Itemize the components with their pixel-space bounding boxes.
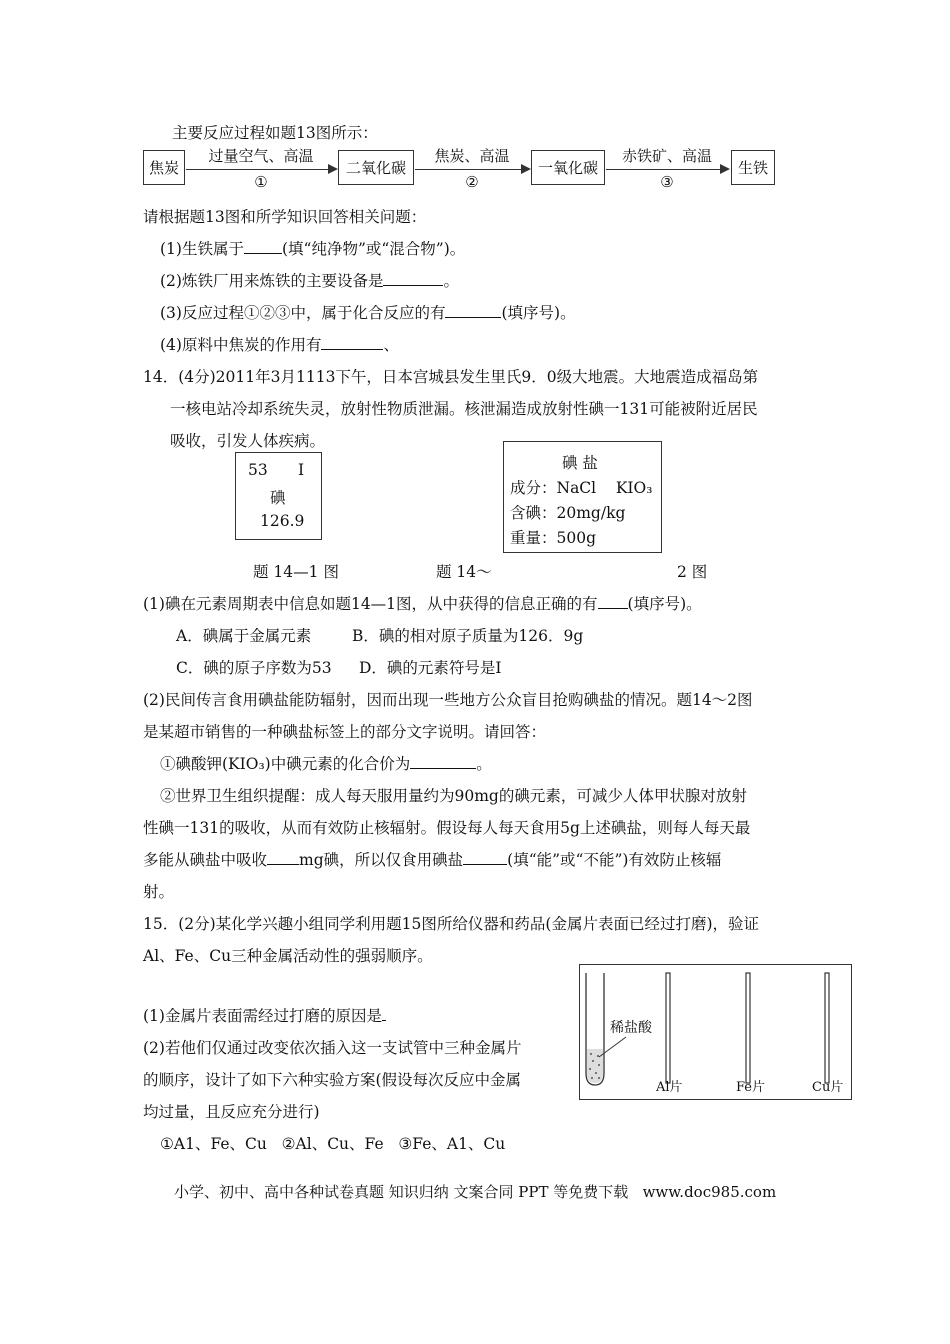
salt-ingredients: 成分：NaCl KIO₃: [510, 479, 653, 497]
answer-blank[interactable]: [383, 270, 443, 287]
arrow-3-step: ③: [660, 173, 674, 191]
q15-line2: Al、Fe、Cu三种金属活动性的强弱顺序。: [143, 947, 433, 965]
acid-liquid-icon: [587, 1049, 603, 1083]
answer-blank[interactable]: [267, 849, 299, 866]
flow-arrow-2: [415, 143, 529, 193]
q14-line3: 吸收，引发人体疾病。: [170, 432, 326, 450]
q14-option-c: C．碘的原子序数为53: [176, 659, 332, 677]
element-name: 碘: [270, 489, 286, 507]
intro-text: 主要反应过程如题13图所示：: [172, 124, 378, 142]
answer-blank[interactable]: [410, 753, 476, 770]
flow-box-co: 一氧化碳: [531, 150, 605, 185]
al-strip-icon: [666, 973, 670, 1083]
q14-option-a: A．碘属于金属元素: [176, 627, 312, 645]
salt-iodine-content: 含碘：20mg/kg: [510, 504, 626, 522]
arrow-2-step: ②: [465, 173, 479, 191]
figure-14-1-caption: 题 14—1 图: [253, 563, 339, 581]
answer-blank[interactable]: [244, 238, 282, 255]
q14-sub2-line2: 是某超市销售的一种碘盐标签上的部分文字说明。请回答：: [143, 723, 547, 741]
q14-sub2-item2-line4: 射。: [143, 883, 175, 901]
arrow-1-step: ①: [254, 173, 268, 191]
q15-sub2-line2: 的顺序，设计了如下六种实验方案(假设每次反应中金属: [143, 1071, 522, 1089]
acid-label: 稀盐酸: [610, 1020, 652, 1036]
q13-part3: (3)反应过程①②③中，属于化合反应的有 (填序号)。: [160, 301, 576, 323]
al-label: Al片: [656, 1080, 683, 1095]
cu-label: Cu片: [812, 1080, 844, 1095]
flow-box-coke: 焦炭: [143, 150, 185, 185]
answer-blank[interactable]: [598, 593, 628, 610]
flow-arrow-3: [606, 143, 728, 193]
cu-strip-icon: [825, 973, 829, 1083]
arrow-1-condition: 过量空气、高温: [208, 147, 314, 165]
q15-line1: 15．(2分)某化学兴趣小组同学利用题15图所给仪器和药品(金属片表面已经过打磨)，验证: [143, 915, 759, 933]
arrow-3-condition: 赤铁矿、高温: [621, 147, 712, 165]
q15-sub2-line1: (2)若他们仅通过改变依次插入这一支试管中三种金属片: [143, 1039, 522, 1057]
fe-strip-icon: [746, 973, 750, 1083]
q14-sub2-item2-line2: 性碘一131的吸收，从而有效防止核辐射。假设每人每天食用5g上述碘盐，则每人每天最: [143, 819, 751, 837]
flow-arrow-1: [186, 143, 336, 193]
flow-box-co2: 二氧化碳: [338, 150, 414, 185]
q14-line1: 14．(4分)2011年3月1113下午，日本宫城县发生里氏9．0级大地震。大地震造成福岛第: [143, 368, 759, 386]
atomic-mass: 126.9: [260, 512, 305, 530]
q14-sub2-item2-line3: 多能从碘盐中吸收 mg碘，所以仅食用碘盐 (填“能”或“不能”)有效防止核辐: [143, 848, 721, 870]
q14-sub1: (1)碘在元素周期表中信息如题14—1图，从中获得的信息正确的有 (填序号)。: [143, 592, 702, 614]
q14-sub2-item1: ①碘酸钾(KIO₃)中碘元素的化合价为 。: [160, 752, 492, 774]
q15-sub2-line3: 均过量，且反应充分进行): [143, 1103, 320, 1121]
element-symbol: I: [298, 461, 305, 479]
q13-lead: 请根据题13图和所学知识回答相关问题：: [143, 208, 427, 226]
figure-15: [579, 964, 852, 1100]
q15-plans: ①A1、Fe、Cu ②Al、Cu、Fe ③Fe、A1、Cu: [160, 1135, 506, 1153]
flow-box-pig-iron: 生铁: [731, 150, 775, 185]
salt-weight: 重量：500g: [510, 529, 597, 547]
q15-sub1: (1)金属片表面需经过打磨的原因是: [143, 1004, 386, 1026]
salt-title: 碘 盐: [562, 454, 598, 472]
q13-part1: (1)生铁属于 (填“纯净物”或“混合物”)。: [160, 237, 465, 259]
figure-14-2-caption-b: 2 图: [677, 563, 708, 581]
atomic-number: 53: [248, 461, 268, 479]
page-footer: 小学、初中、高中各种试卷真题 知识归纳 文案合同 PPT 等免费下载 www.doc985.com: [174, 1183, 777, 1201]
q13-part4: (4)原料中焦炭的作用有 、: [160, 333, 399, 355]
arrow-2-condition: 焦炭、高温: [434, 147, 510, 165]
iodized-salt-label: [503, 441, 662, 553]
q14-option-b: B．碘的相对原子质量为126．9g: [352, 627, 584, 645]
fe-label: Fe片: [736, 1080, 766, 1095]
acid-leader-line: [599, 1037, 626, 1057]
figure-14-2-caption-a: 题 14～: [436, 563, 492, 581]
q13-part2: (2)炼铁厂用来炼铁的主要设备是 。: [160, 269, 459, 291]
q14-line2: 一核电站冷却系统失灵，放射性物质泄漏。核泄漏造成放射性碘一131可能被附近居民: [170, 400, 758, 418]
q14-sub2-item2-line1: ②世界卫生组织提醒：成人每天服用量约为90mg的碘元素，可减少人体甲状腺对放射: [160, 787, 747, 805]
answer-blank[interactable]: [463, 849, 507, 866]
iodine-element-cell: [235, 452, 322, 540]
q14-sub2-line1: (2)民间传言食用碘盐能防辐射，因而出现一些地方公众盲目抢购碘盐的情况。题14～2图: [143, 691, 753, 709]
answer-blank[interactable]: [445, 302, 501, 319]
answer-blank[interactable]: [382, 1005, 386, 1022]
answer-blank[interactable]: [321, 334, 383, 351]
q14-option-d: D．碘的元素符号是I: [359, 659, 502, 677]
